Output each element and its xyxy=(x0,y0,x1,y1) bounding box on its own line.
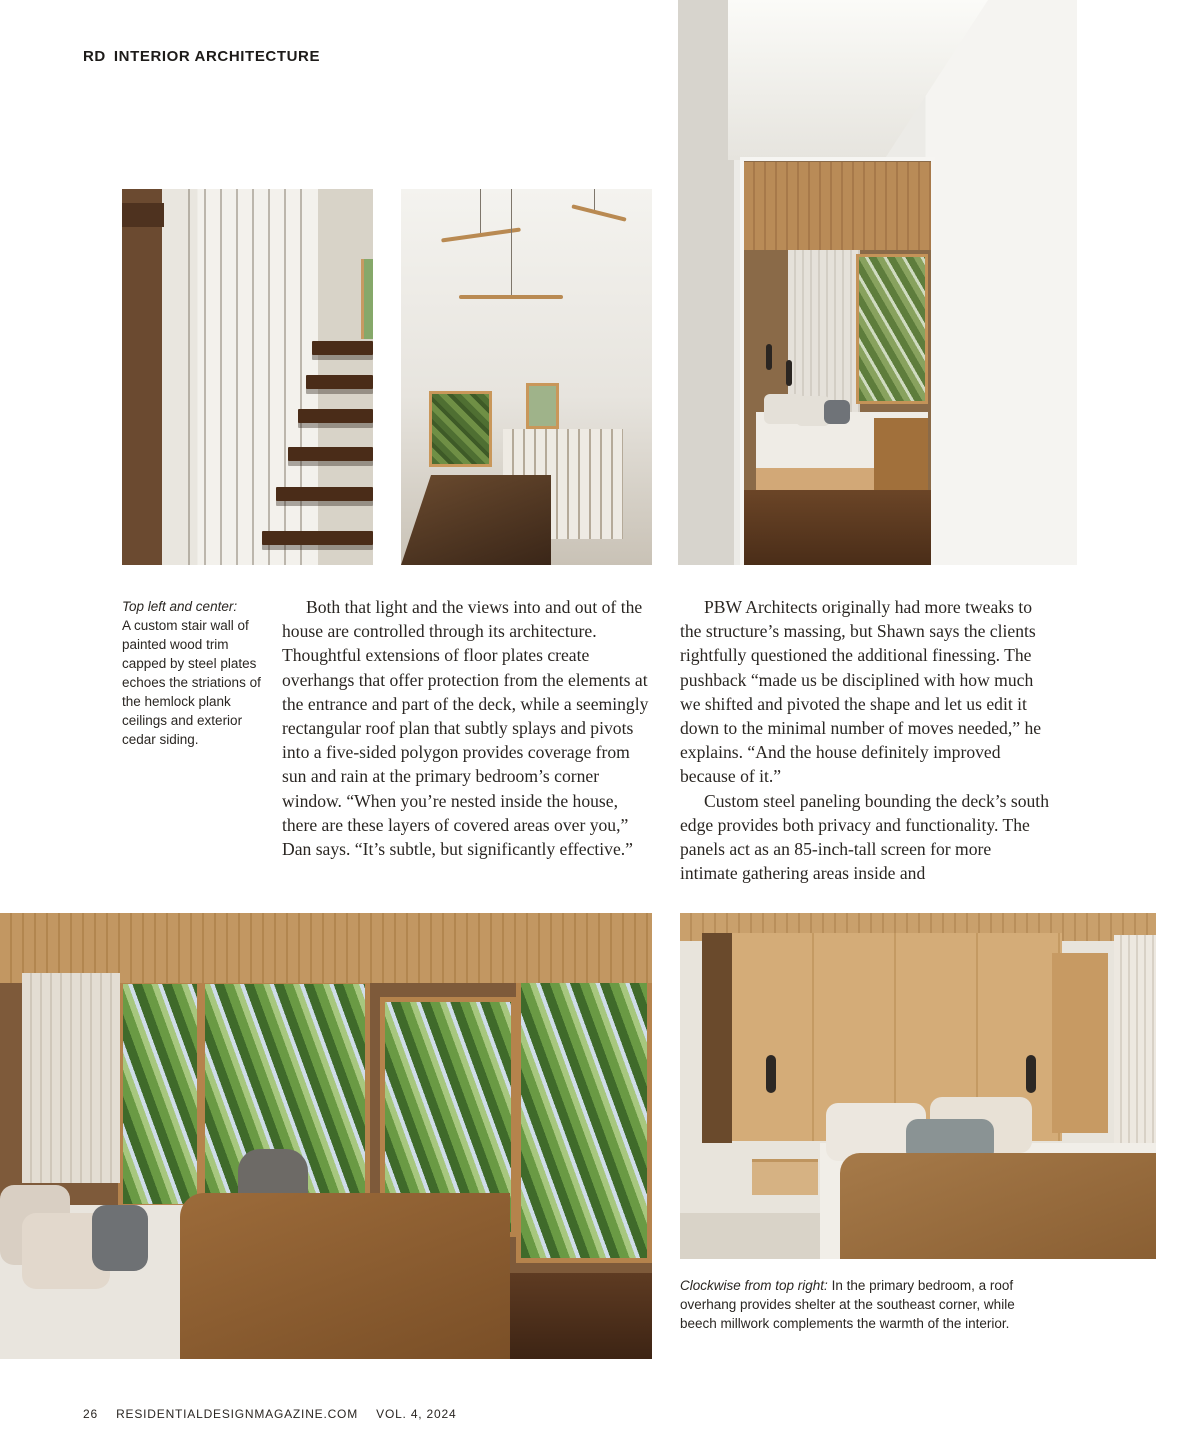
stair-wall-photo xyxy=(122,189,373,565)
skylight xyxy=(728,0,988,160)
stair-tread xyxy=(298,409,373,423)
stair-tread xyxy=(262,531,373,545)
bedroom-millwork-photo xyxy=(680,913,1156,1259)
caption-lead: Clockwise from top right: xyxy=(680,1278,828,1293)
upper-window xyxy=(526,383,559,429)
curtain xyxy=(22,973,120,1183)
body-paragraph: Custom steel paneling bounding the deck’s south edge provides both privacy and functionality. The panels act as an 85-inch-tall screen for more intimate gathering areas inside and xyxy=(680,790,1049,884)
section-header xyxy=(83,48,320,65)
pendant-rod xyxy=(480,189,481,233)
body-column-2 xyxy=(680,595,1052,885)
pendant-light xyxy=(571,204,626,221)
floor xyxy=(680,1213,820,1259)
caption-lead: Top left and center: xyxy=(122,599,238,614)
duvet xyxy=(180,1193,510,1359)
photo-caption-right xyxy=(680,1276,1052,1333)
issue-info: VOL. 4, 2024 xyxy=(376,1407,457,1421)
nightstand xyxy=(752,1159,818,1195)
stairwell-photo xyxy=(401,189,652,565)
pendant-light xyxy=(441,227,521,242)
pendant-rod xyxy=(511,189,512,295)
section-name: INTERIOR ARCHITECTURE xyxy=(113,48,321,65)
wall-sconce xyxy=(766,344,772,370)
corridor-bedroom-photo xyxy=(678,0,1077,565)
plank-ceiling xyxy=(744,162,931,250)
bed-throw xyxy=(874,418,928,490)
stair-window xyxy=(361,259,373,339)
wall-sconce xyxy=(1026,1055,1036,1093)
window-pane xyxy=(516,963,652,1263)
section-code: RD xyxy=(83,48,106,65)
ceiling-beam xyxy=(122,203,164,227)
wall-sconce xyxy=(766,1055,776,1093)
stair-tread xyxy=(276,487,373,501)
body-paragraph: Both that light and the views into and out of the house are controlled through its architecture. Thoughtful extensions of floor plates create overhangs that offer protection from the elements at the entrance and part of the deck, while a seemingly rectangular roof plan that subtly splays and pivots into a five-sided polygon provides coverage from sun and rain at the primary bedroom’s corner window. “When you’re nested inside the house, there are these layers of covered areas over you,” Dan says. “It’s subtle, but significantly effective.” xyxy=(282,597,649,860)
stair-floor xyxy=(401,475,551,565)
magazine-website: RESIDENTIALDESIGNMAGAZINE.COM xyxy=(116,1407,358,1421)
bedroom-corner-window-photo xyxy=(0,913,652,1359)
body-column-1 xyxy=(282,595,654,861)
caption-text: In the primary bedroom, a roof overhang provides shelter at the southeast corner, while beech millwork complements the warmth of the interior. xyxy=(680,1278,1015,1331)
wall-sconce xyxy=(786,360,792,386)
pendant-light xyxy=(459,295,563,299)
stair-tread xyxy=(288,447,373,461)
stair-tread xyxy=(312,341,373,355)
window-pane xyxy=(118,979,202,1209)
curtain xyxy=(788,250,860,415)
stair-tread xyxy=(306,375,373,389)
page-footer xyxy=(83,1407,470,1421)
pillow xyxy=(824,400,850,424)
side-window xyxy=(1052,953,1108,1133)
pillow xyxy=(92,1205,148,1271)
corner-window xyxy=(856,254,928,404)
body-paragraph: PBW Architects originally had more tweaks to the structure’s massing, but Shawn says the clients rightfully questioned the additional finessing. The pushback “made us be disciplined with how much we shifted and pivoted the shape and let us edit it down to the minimal number of moves needed,” he explains. “And the house definitely improved because of it.” xyxy=(680,597,1042,787)
living-wall-window xyxy=(429,391,492,467)
duvet xyxy=(840,1153,1156,1259)
painted-trim-wall xyxy=(174,189,304,565)
photo-caption-left xyxy=(122,597,262,749)
wood-floor xyxy=(744,490,931,565)
page-number: 26 xyxy=(83,1407,98,1421)
doorway xyxy=(702,933,732,1143)
caption-text: A custom stair wall of painted wood trim capped by steel plates echoes the striations of the hemlock plank ceilings and exterior cedar siding. xyxy=(122,618,261,747)
